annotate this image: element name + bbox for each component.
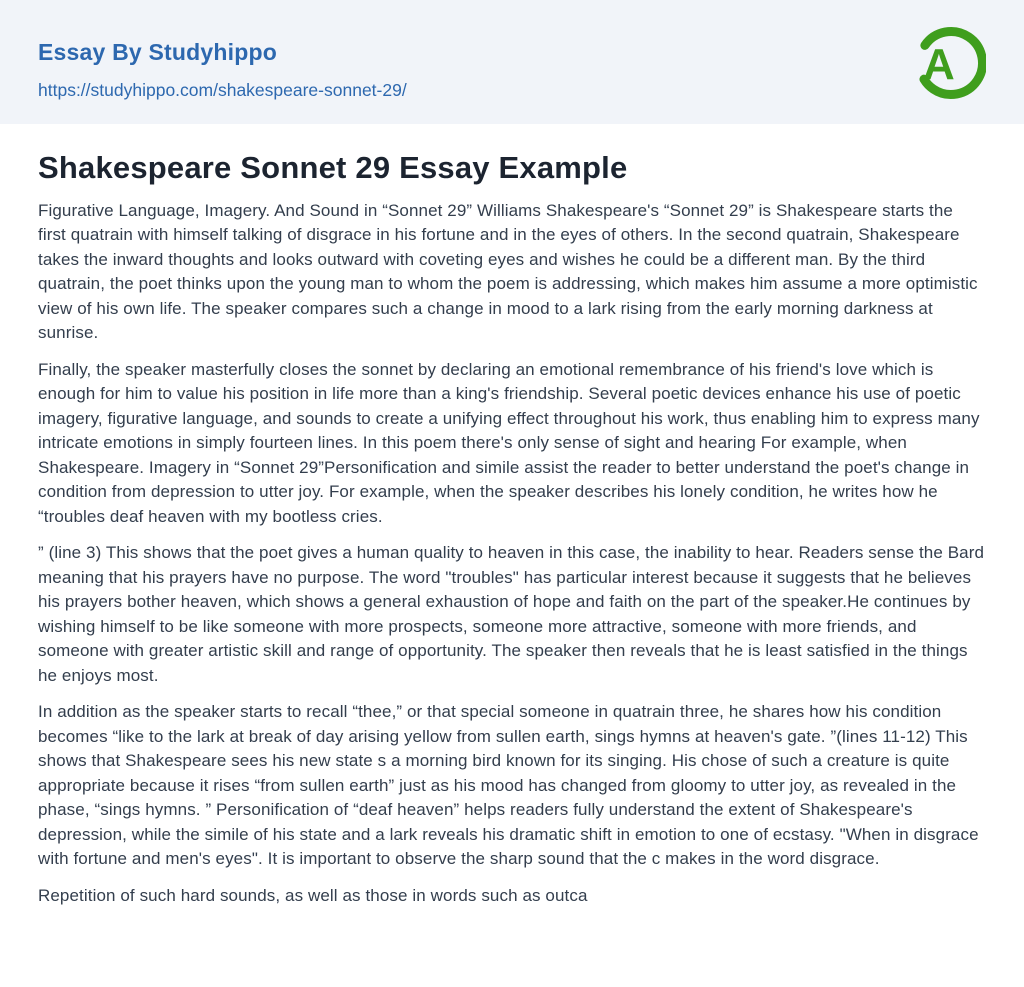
essay-article <box>0 149 1024 960</box>
studyhippo-logo <box>906 20 986 106</box>
essay-paragraph-3: ” (line 3) This shows that the poet gives a human quality to heaven in this case, the inability to hear. Readers sense the Bard meaning that his prayers have no purpose. The word "troubles" has particular interest because it suggests that he believes his prayers bother heaven, which shows a general exhaustion of hope and faith on the part of the speaker.He continues by wishing himself to be like someone with more prospects, someone more attractive, someone with more friends, and someone with greater artistic skill and range of opportunity. The speaker then reveals that he is least satisfied in the things he enjoys most. <box>38 543 985 685</box>
essay-paragraph-1: Figurative Language, Imagery. And Sound in “Sonnet 29” Williams Shakespeare's “Sonnet 29” is Shakespeare starts the first quatrain with himself talking of disgrace in his fortune and in the eyes of others. In the second quatrain, Shakespeare takes the inward thoughts and looks outward with coveting eyes and wishes he could be a different man. By the third quatrain, the poet thinks upon the young man to whom the poem is addressing, which makes him assume a more optimistic view of his own life. The speaker compares such a change in mood to a lark rising from the early morning darkness at sunrise. <box>38 200 978 343</box>
essay-paragraph-2: Finally, the speaker masterfully closes the sonnet by declaring an emotional remembrance of his friend's love which is enough for him to value his position in life more than a king's friendship. Several poetic devices enhance his use of poetic imagery, figurative language, and sounds to create a unifying effect throughout his work, thus enabling him to express many intricate emotions in simply fourteen lines. In this poem there's only sense of sight and hearing For example, when Shakespeare. Imagery in “Sonnet 29”Personification and simile assist the reader to better understand the poet's change in condition from depression to utter joy. For example, when the speaker describes his lonely condition, he writes how he “troubles deaf heaven with my bootless cries. <box>38 359 980 526</box>
page-title: Shakespeare Sonnet 29 Essay Example <box>38 150 628 185</box>
logo-letter: A <box>923 40 955 89</box>
page-url-link[interactable]: https://studyhippo.com/shakespeare-sonnet-29/ <box>38 79 407 100</box>
site-header <box>0 0 1024 124</box>
logo-arc-icon <box>906 20 986 106</box>
essay-paragraph-5: Repetition of such hard sounds, as well as those in words such as outca <box>38 885 588 905</box>
site-title: Essay By Studyhippo <box>38 39 277 66</box>
essay-paragraph-4: In addition as the speaker starts to recall “thee,” or that special someone in quatrain three, he shares how his condition becomes “like to the lark at break of day arising yellow from sullen earth, sings hymns at heaven's gate. ”(lines 11-12) This shows that Shakespeare sees his new state s a morning bird known for its singing. His chose of such a creature is quite appropriate because it rises “from sullen earth” just as his mood has changed from gloomy to utter joy, as revealed in the phase, “sings hymns. ” Personification of “deaf heaven” helps readers fully understand the extent of Shakespeare's depression, while the simile of his state and a lark reveals his dramatic shift in emotion to one of ecstasy. "When in disgrace with fortune and men's eyes". It is important to observe the sharp sound that the c makes in the word disgrace. <box>38 702 979 869</box>
header-text-block <box>38 23 407 101</box>
